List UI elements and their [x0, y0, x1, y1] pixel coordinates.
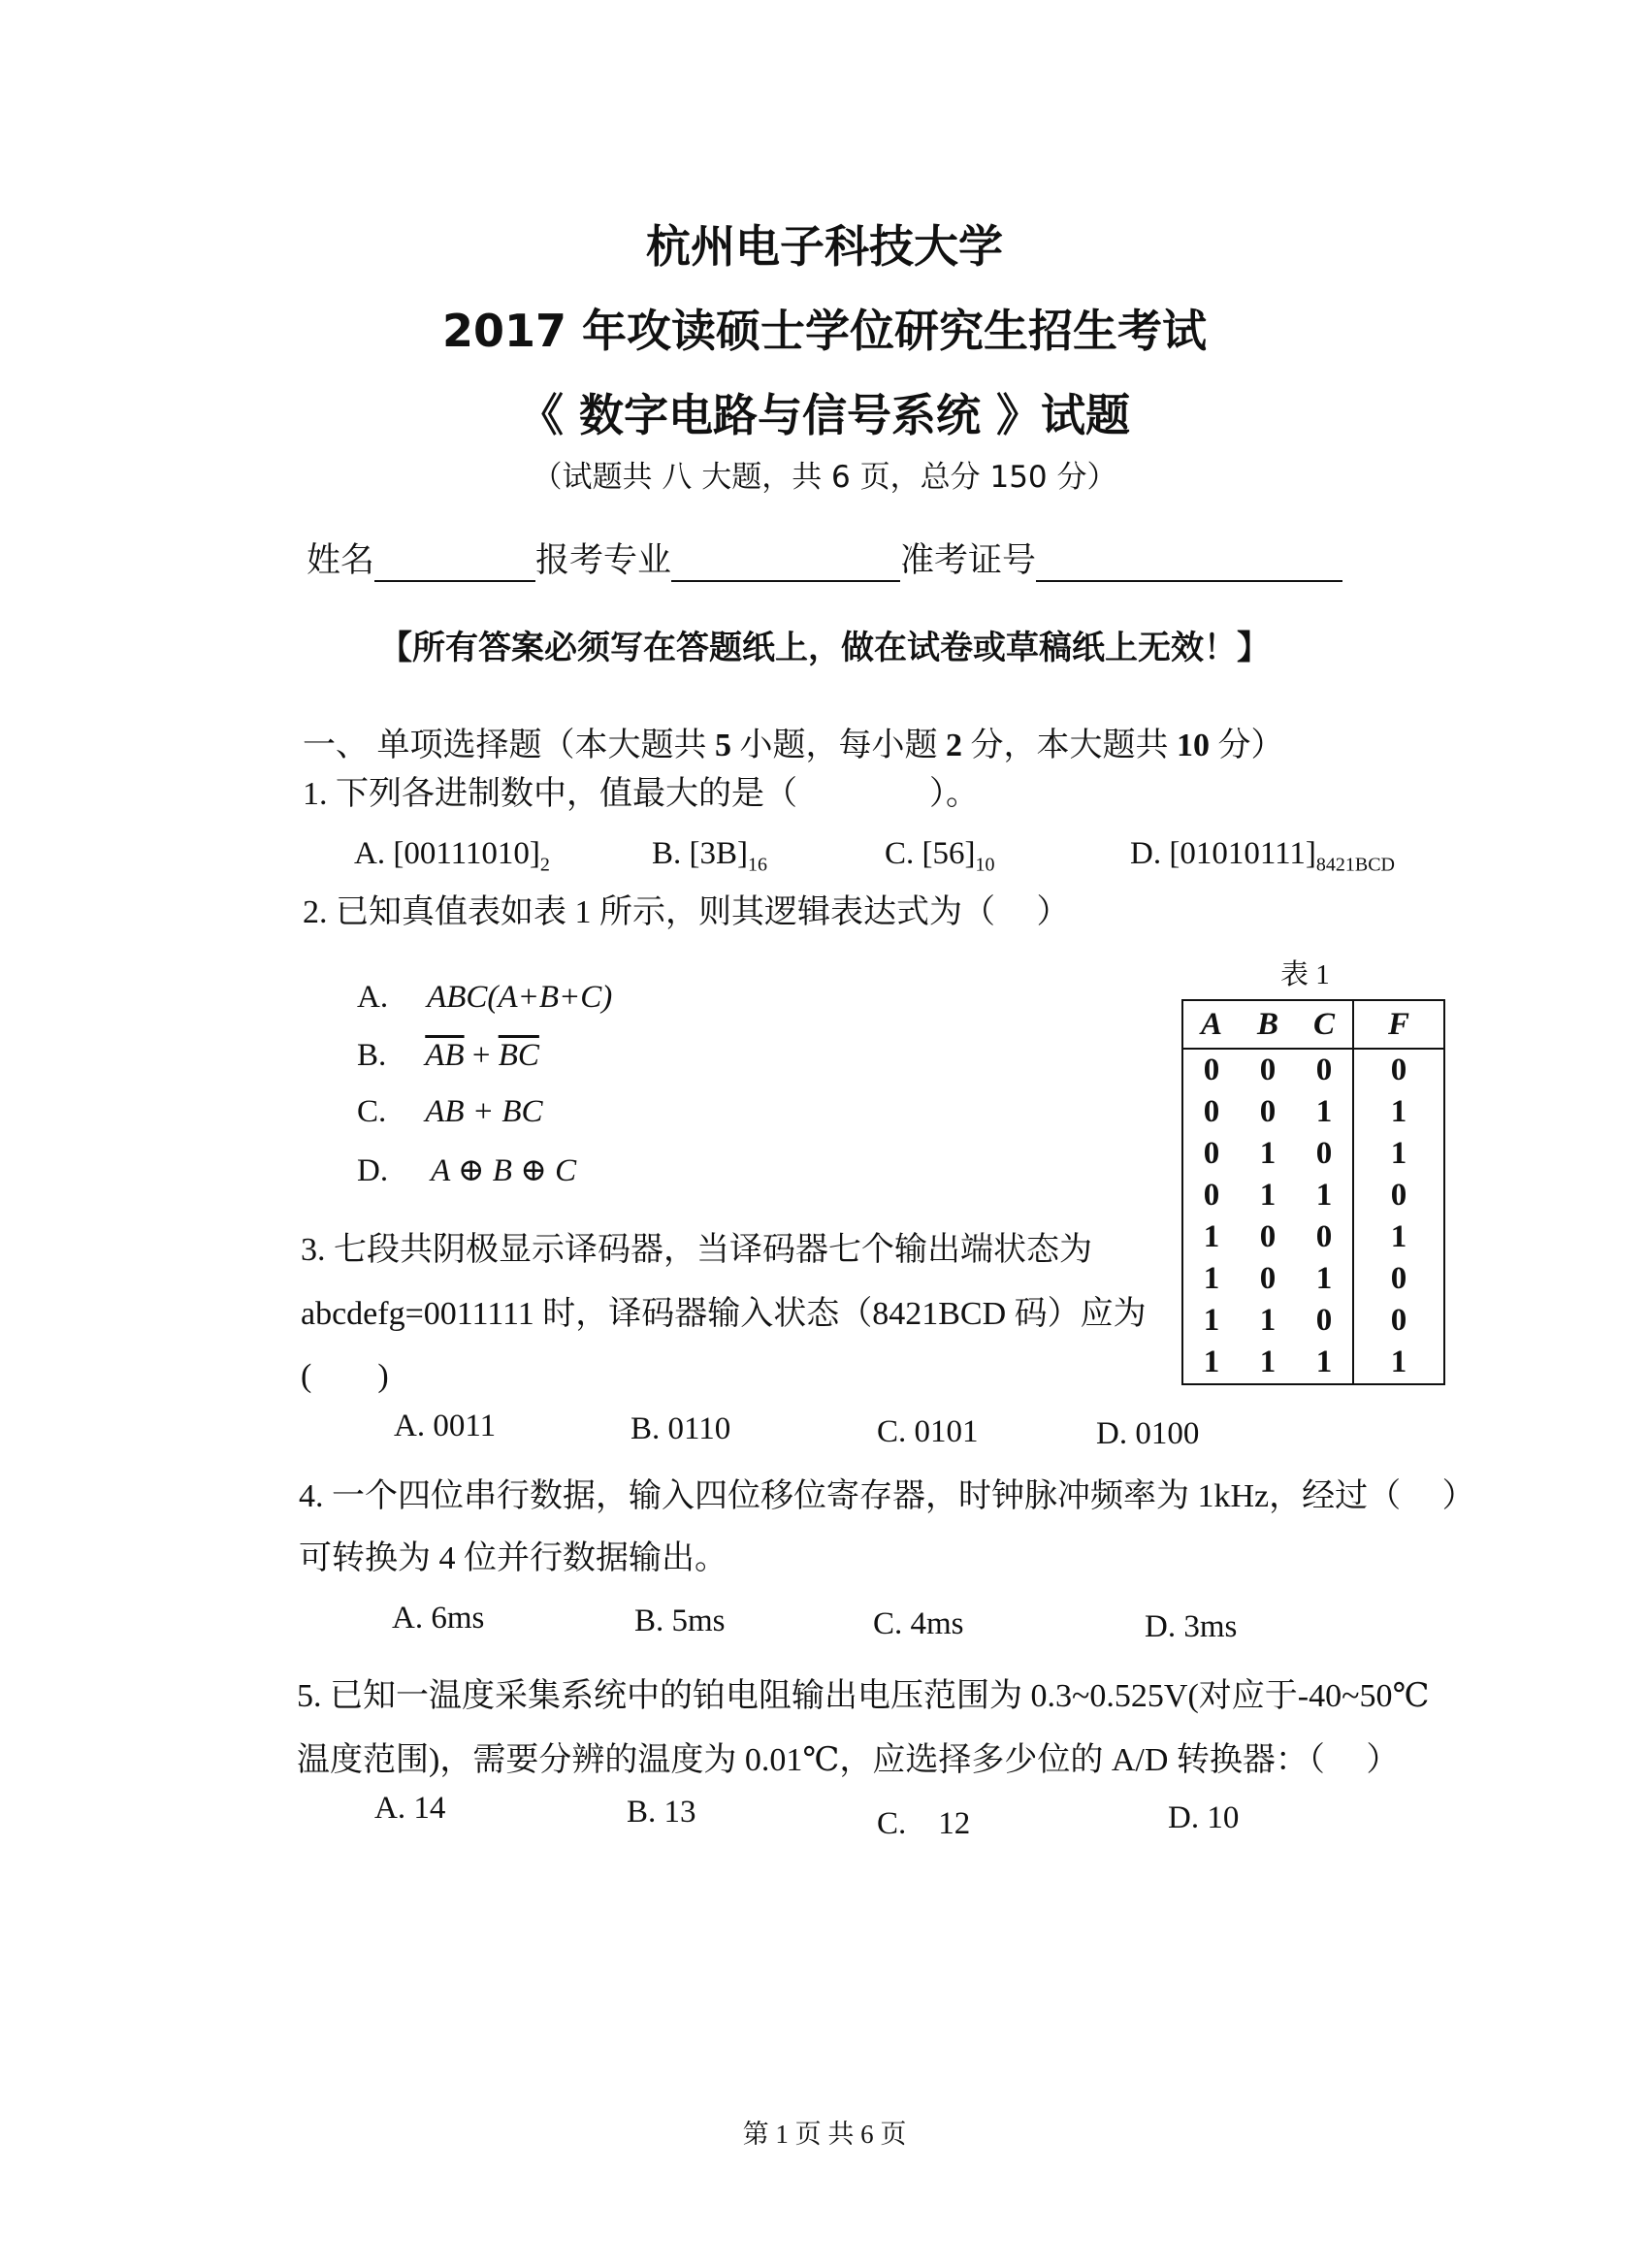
- name-label: 姓名: [307, 541, 375, 580]
- q5-option-a: A. 14: [374, 1791, 446, 1826]
- q1-option-a: A. $[00111010]_2$: [354, 836, 550, 876]
- q2-option-b: B. $\overline{AB} + \overline{BC}$: [357, 1038, 539, 1073]
- question-3-line3: ( ): [301, 1358, 389, 1394]
- table-row: 0 0 0 0: [1182, 1049, 1444, 1091]
- candidate-info-row: [307, 534, 1342, 582]
- page-footer: 第 1 页 共 6 页: [742, 2120, 907, 2149]
- table-row: 0 1 0 1: [1182, 1133, 1444, 1175]
- q1-option-c: C. $[56]_{10}$: [885, 836, 995, 876]
- q3-option-c: C. 0101: [877, 1414, 979, 1449]
- q3-option-b: B. 0110: [630, 1411, 731, 1446]
- table-header: C: [1296, 1000, 1353, 1049]
- q4-option-d: D. 3ms: [1145, 1609, 1238, 1644]
- university-title: 杭州电子科技大学: [646, 220, 1003, 273]
- q5-option-d: D. 10: [1168, 1800, 1240, 1835]
- table-row: 0 0 1 1: [1182, 1091, 1444, 1133]
- q3-option-a: A. 0011: [394, 1409, 497, 1443]
- question-5-line1: 5. 已知一温度采集系统中的铂电阻输出电压范围为 0.3~0.525V(对应于-40~50℃: [297, 1678, 1430, 1714]
- name-field[interactable]: [374, 545, 535, 582]
- id-field[interactable]: [1036, 545, 1342, 582]
- q3-option-d: D. 0100: [1096, 1416, 1200, 1451]
- question-4-line2: 可转换为 4 位并行数据输出。: [299, 1540, 728, 1576]
- exam-title: 2017 年攻读硕士学位研究生招生考试: [441, 305, 1208, 357]
- table-caption: 表 1: [1280, 959, 1330, 990]
- section-heading: 一、 单项选择题（本大题共 5 小题，每小题 2 分，本大题共 10 分）: [303, 728, 1284, 763]
- table-header: A: [1182, 1000, 1240, 1049]
- table-header: B: [1240, 1000, 1296, 1049]
- answer-notice: 【所有答案必须写在答题纸上，做在试卷或草稿纸上无效！】: [379, 629, 1270, 667]
- table-row: 1 0 0 1: [1182, 1216, 1444, 1258]
- q5-option-b: B. 13: [627, 1795, 696, 1830]
- q2-option-c: C. AB + BC: [357, 1094, 543, 1129]
- major-label: 报考专业: [535, 541, 672, 580]
- question-4-line1: 4. 一个四位串行数据，输入四位移位寄存器，时钟脉冲频率为 1kHz，经过（ ）: [299, 1478, 1475, 1514]
- table-header: F: [1353, 1000, 1444, 1049]
- q1-option-b: B. $[3B]_{16}$: [652, 836, 767, 876]
- table-row: 1 1 0 0: [1182, 1300, 1444, 1342]
- question-1-stem: 1. 下列各进制数中，值最大的是（ ）。: [303, 776, 979, 812]
- question-2-stem: 2. 已知真值表如表 1 所示，则其逻辑表达式为（ ）: [303, 894, 1070, 930]
- question-3-line1: 3. 七段共阴极显示译码器，当译码器七个输出端状态为: [301, 1232, 1092, 1268]
- q4-option-a: A. 6ms: [392, 1601, 485, 1636]
- q4-option-b: B. 5ms: [634, 1604, 726, 1638]
- subject-title: 《 数字电路与信号系统 》试题: [518, 389, 1131, 441]
- q1-option-d: D. $[01010111]_{8421BCD}$: [1130, 836, 1395, 876]
- q2-option-d: D. A ⊕ B ⊕ C: [357, 1153, 577, 1188]
- truth-table: [1181, 999, 1445, 1385]
- q4-option-c: C. 4ms: [873, 1606, 964, 1641]
- question-5-line2: 温度范围)，需要分辨的温度为 0.01℃，应选择多少位的 A/D 转换器：（ ）: [297, 1742, 1400, 1778]
- q5-option-c: C. 12: [877, 1806, 971, 1841]
- question-3-line2: abcdefg=0011111 时，译码器输入状态（8421BCD 码）应为: [301, 1296, 1147, 1332]
- id-label: 准考证号: [900, 541, 1037, 580]
- q2-option-a: A. ABC(A+B+C): [357, 980, 613, 1015]
- table-row: 1 1 1 1: [1182, 1342, 1444, 1384]
- exam-summary: （试题共 八 大题，共 6 页，总分 150 分）: [532, 460, 1117, 495]
- major-field[interactable]: [671, 545, 900, 582]
- table-row: 0 1 1 0: [1182, 1175, 1444, 1216]
- table-row: 1 0 1 0: [1182, 1258, 1444, 1300]
